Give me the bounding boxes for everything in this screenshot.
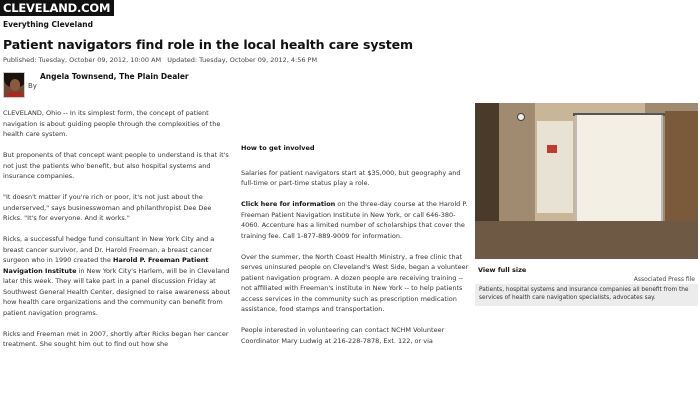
photo-red-sign — [547, 145, 557, 153]
article-body — [3, 108, 231, 360]
published-date: Published: Tuesday, October 09, 2012, 10:00 AM — [3, 56, 162, 64]
photo-floor — [475, 221, 698, 259]
site-tagline: Everything Cleveland — [3, 20, 93, 29]
click-here-link[interactable]: Click here for information — [241, 200, 336, 208]
photo-doorway — [537, 121, 573, 213]
author-avatar[interactable] — [3, 72, 25, 98]
photo-clock — [517, 113, 525, 121]
sidebar-info — [241, 199, 471, 241]
avatar-face — [10, 79, 20, 91]
photo-right-wall — [665, 111, 698, 231]
view-full-size-link[interactable]: View full size — [478, 266, 527, 274]
paragraph-4-pre: Ricks, a successful hedge fund consultant in New York City and a breast cancer survivor, and Dr. Harold Freeman, a breast cancer surgeon who in 1990 created the — [3, 235, 215, 264]
article-dates — [3, 56, 317, 64]
photo-privacy-curtain — [575, 115, 663, 227]
freeman-institute-link[interactable]: Harold P. Freeman Patient Navigation Institute — [3, 256, 209, 275]
paragraph-4-post: in New York City's Harlem, will be in Cleveland later this week. They will take part in a panel discussion Friday at Southwest General Health Center, designed to raise awareness about how health care organizations and the community can benefit from patient navigation programs. — [3, 266, 231, 317]
sidebar-info-text: on the three-day course at the Harold P. Freeman Patient Navigation Institute in New York, or call 646-380-4060. Accenture has a limited number of scholarships that cover the training fee. Call 1-877-889-9009 for information. — [241, 200, 468, 240]
paragraph-5: Ricks and Freeman met in 2007, shortly after Ricks began her cancer treatment. She sought him out to find out how she — [3, 329, 229, 348]
sidebar-salaries: Salaries for patient navigators start at $35,000, but geography and full-time or part-time status play a role. — [241, 168, 461, 187]
sidebar-heading: How to get involved — [241, 144, 315, 152]
paragraph-4 — [3, 234, 231, 318]
updated-date: Updated: Tuesday, October 09, 2012, 4:56 PM — [167, 56, 318, 64]
byline-by: By — [28, 82, 37, 90]
sidebar-box — [241, 143, 471, 357]
author-name[interactable]: Angela Townsend, The Plain Dealer — [40, 72, 189, 81]
photo-credit: Associated Press file — [633, 276, 695, 283]
paragraph-3: "It doesn't matter if you're rich or poor, it's not just about the underserved," says businesswoman and philanthropist Dee Dee Ricks. "It's for everyone. And it works." — [3, 193, 212, 222]
article-headline: Patient navigators find role in the local health care system — [3, 37, 413, 52]
site-logo[interactable]: CLEVELAND.COM — [0, 0, 114, 16]
paragraph-2: But proponents of that concept want people to understand is that it's not just the patients who benefit, but also hospital systems and insurance companies. — [3, 151, 229, 180]
paragraph-1: CLEVELAND, Ohio -- In its simplest form, the concept of patient navigation is about guiding people through the complexities of the health care system. — [3, 109, 221, 138]
avatar-shirt — [6, 92, 24, 98]
photo-caption: Patients, hospital systems and insurance companies all benefit from the services of health care navigation specialists, advocates say. — [475, 284, 698, 306]
article-photo[interactable] — [475, 103, 698, 259]
sidebar-ministry: Over the summer, the North Coast Health Ministry, a free clinic that serves uninsured people on Cleveland's West Side, began a volunteer patient navigation program. A dozen people are receiving training -- not affiliated with Freeman's institute in New York -- to help patients access services in the community such as prescription medication assistance, food stamps and transportation. — [241, 252, 469, 313]
sidebar-volunteer: People interested in volunteering can contact NCHM Volunteer Coordinator Mary Ludwig at 216-228-7878, Ext. 122, or via — [241, 326, 445, 345]
